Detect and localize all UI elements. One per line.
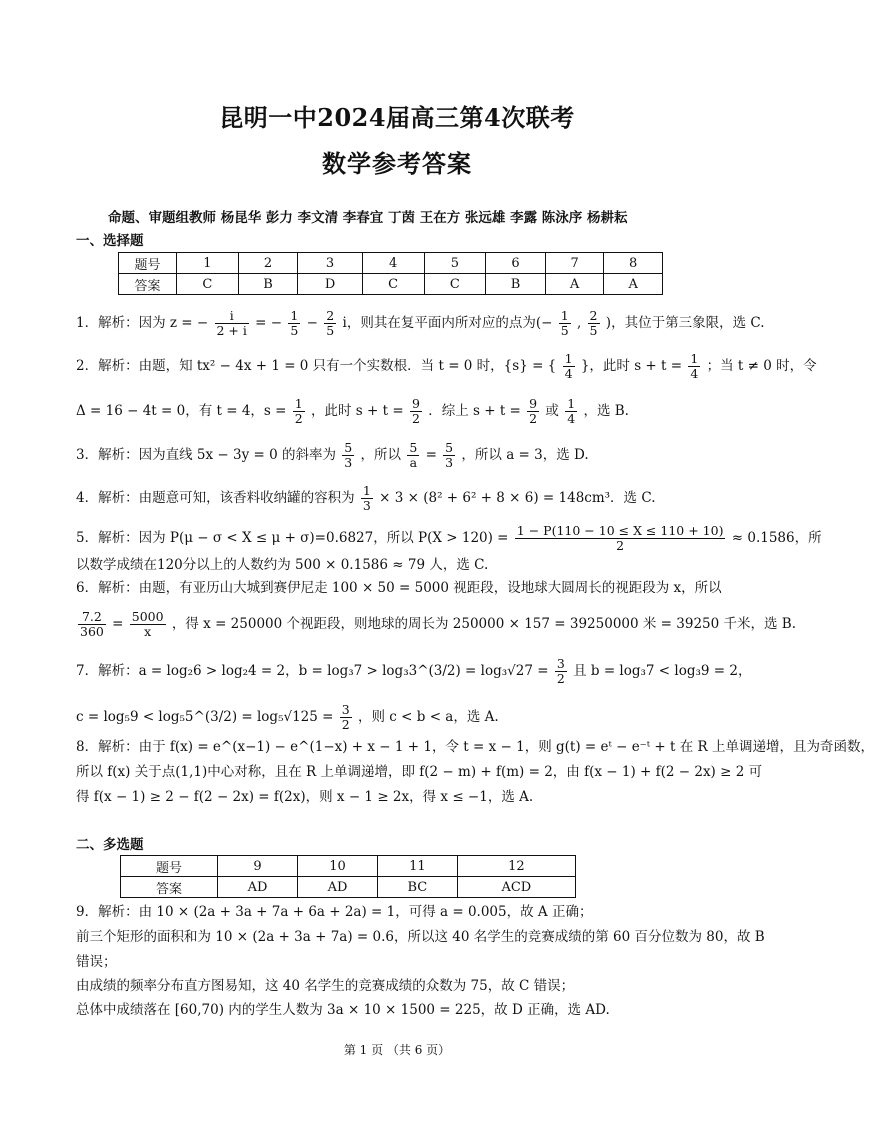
text: ，得 x = 250000 个视距段，则地球的周长为 250000 × 157 = 39250000 米 = 39250 千米，选 B. [171,616,797,632]
table-cell: C [424,274,486,295]
solution-5 [76,524,822,553]
answer-table-single [118,252,663,295]
table-cell: C [177,274,239,295]
text: ，则 c < b < a，选 A. [358,709,499,725]
table-cell: 1 [177,253,239,274]
table-cell: ACD [457,877,575,898]
table-header-cell: 题号 [121,856,218,877]
table-cell: 3 [298,253,362,274]
table-cell: AD [218,877,298,898]
table-row [119,274,663,295]
table-header-cell: 题号 [119,253,177,274]
solution-9: 9．解析：由 10 × (2a + 3a + 7a + 6a + 2a) = 1，可得 a = 0.005，故 A 正确； [76,904,593,920]
solution-6-cont [76,610,796,639]
text: , [576,315,582,331]
table-header-cell: 答案 [121,877,218,898]
page-subtitle: 数学参考答案 [322,149,472,178]
fraction: $\frac{9}{2}$ [529,396,538,426]
table-cell: 11 [377,856,457,877]
text: 或 [545,403,559,419]
fraction: $\frac{7.2}{360}$ [80,609,104,639]
table-cell: 8 [604,253,663,274]
fraction: $\frac{5}{a}$ [409,440,418,470]
solution-2-cont [76,397,629,426]
solution-9-cont4: 总体中成绩落在 [60,70) 内的学生人数为 3a × 10 × 1500 = 225，故 D 正确，选 AD. [76,1002,610,1018]
solution-2 [76,352,817,381]
fraction: $\frac{3}{2}$ [556,656,565,686]
text: 2．解析：由题，知 tx² − 4x + 1 = 0 只有一个实数根．当 t = 0 时，{s} = { [76,358,557,374]
text: = [425,447,437,463]
fraction: $\frac{1}{4}$ [567,396,576,426]
table-cell: AD [297,877,377,898]
solution-5-cont: 以数学成绩在120分以上的人数约为 500 × 0.1586 ≈ 79 人，选 C. [76,557,489,573]
text: }，此时 s + t = [580,358,683,374]
fraction: $\frac{5}{3}$ [344,440,353,470]
solution-6: 6．解析：由题，有亚历山大城到赛伊尼走 100 × 50 = 5000 视距段，设地球大圆周长的视距段为 x，所以 [76,580,722,596]
text: 3．解析：因为直线 5x − 3y = 0 的斜率为 [76,447,336,463]
text: = − [255,315,283,331]
text: ，所以 [360,447,402,463]
fraction: $\frac{1}{2}$ [294,396,303,426]
table-cell: C [362,274,424,295]
fraction: $\frac{1}{4}$ [564,351,573,381]
solution-7-cont [76,703,499,732]
solution-1 [76,309,765,338]
text: ；当 t ≠ 0 时，令 [706,358,817,374]
table-cell: B [238,274,298,295]
fraction: $\frac{5000}{x}$ [131,609,164,639]
section-heading-multi: 二、多选题 [76,837,144,853]
solution-8-cont: 所以 f(x) 关于点(1,1)中心对称，且在 R 上单调递增，即 f(2 − m) + f(m) = 2，由 f(x − 1) + f(2 − 2x) ≥ 2 可 [76,764,763,780]
text: ，所以 a = 3，选 D. [461,447,589,463]
text: 且 b = log₃7 < log₃9 = 2， [573,663,752,679]
table-cell: 10 [297,856,377,877]
text: )，其位于第三象限，选 C. [605,315,765,331]
text: i，则其在复平面内所对应的点为(− [342,315,553,331]
text: ．综上 s + t = [428,403,521,419]
solution-7 [76,657,751,686]
section-heading-choice: 一、选择题 [76,233,144,249]
text: 1．解析：因为 z = − [76,315,209,331]
table-cell: 2 [238,253,298,274]
table-cell: A [545,274,604,295]
text: Δ = 16 − 4t = 0，有 t = 4，s = [76,403,287,419]
text: ，此时 s + t = [311,403,404,419]
text: = [112,616,124,632]
solution-8: 8．解析：由于 f(x) = e^(x−1) − e^(1−x) + x − 1 + 1，令 t = x − 1，则 g(t) = eᵗ − e⁻ᵗ + t 在 R 上单调递增，且为奇函数， [76,739,874,755]
fraction: $\frac{9}{2}$ [411,396,420,426]
table-row [121,856,576,877]
fraction: $\frac{3}{2}$ [341,702,350,732]
fraction: $\frac{2}{5}$ [326,308,335,338]
table-cell: D [298,274,362,295]
fraction: $\frac{1}{5}$ [290,308,299,338]
solution-3 [76,441,589,470]
table-cell: 4 [362,253,424,274]
table-cell: 7 [545,253,604,274]
table-cell: A [604,274,663,295]
text: ≈ 0.1586，所 [731,530,822,546]
fraction: $\frac{1 - P(110 - 10 \le X \le 110 + 10)}{2}$ [516,523,724,553]
table-header-cell: 答案 [119,274,177,295]
text: × 3 × (8² + 6² + 8 × 6) = 148cm³．选 C. [379,490,656,506]
fraction: $\frac{1}{3}$ [362,483,371,513]
fraction: $\frac{5}{3}$ [445,440,454,470]
text: 4．解析：由题意可知，该香料收纳罐的容积为 [76,490,355,506]
fraction: $\frac{1}{5}$ [560,308,569,338]
solution-8-cont2: 得 f(x − 1) ≥ 2 − f(2 − 2x) = f(2x)，则 x − 1 ≥ 2x，得 x ≤ −1，选 A. [76,789,534,805]
fraction: $\frac{i}{2 + i}$ [216,308,247,338]
solution-4 [76,484,656,513]
fraction: $\frac{2}{5}$ [589,308,598,338]
table-cell: 9 [218,856,298,877]
page-title: 昆明一中2024届高三第4次联考 [219,103,575,132]
table-cell: 5 [424,253,486,274]
table-cell: B [486,274,546,295]
text: ，选 B. [583,403,629,419]
text: 7．解析：a = log₂6 > log₂4 = 2，b = log₃7 > log₃3^(3/2) = log₃√27 = [76,663,549,679]
table-cell: BC [377,877,457,898]
solution-9-cont3: 由成绩的频率分布直方图易知，这 40 名学生的竞赛成绩的众数为 75，故 C 错误； [76,978,575,994]
table-cell: 12 [457,856,575,877]
table-row [119,253,663,274]
text: − [306,315,323,331]
table-row [121,877,576,898]
authors-line: 命题、审题组教师 杨昆华 彭力 李文清 李春宜 丁茵 王在方 张远雄 李露 陈泳序 杨耕耘 [108,210,628,226]
table-cell: 6 [486,253,546,274]
solution-9-cont2: 错误； [76,954,117,970]
text: 5．解析：因为 P(μ − σ < X ≤ μ + σ)=0.6827，所以 P(X > 120) = [76,530,509,546]
fraction: $\frac{1}{4}$ [690,351,699,381]
answer-table-multi [120,855,576,898]
text: c = log₅9 < log₅5^(3/2) = log₅√125 = [76,709,334,725]
page-footer: 第 1 页 （共 6 页） [343,1043,451,1057]
solution-9-cont: 前三个矩形的面积和为 10 × (2a + 3a + 7a) = 0.6，所以这 40 名学生的竞赛成绩的第 60 百分位数为 80，故 B [76,929,765,945]
